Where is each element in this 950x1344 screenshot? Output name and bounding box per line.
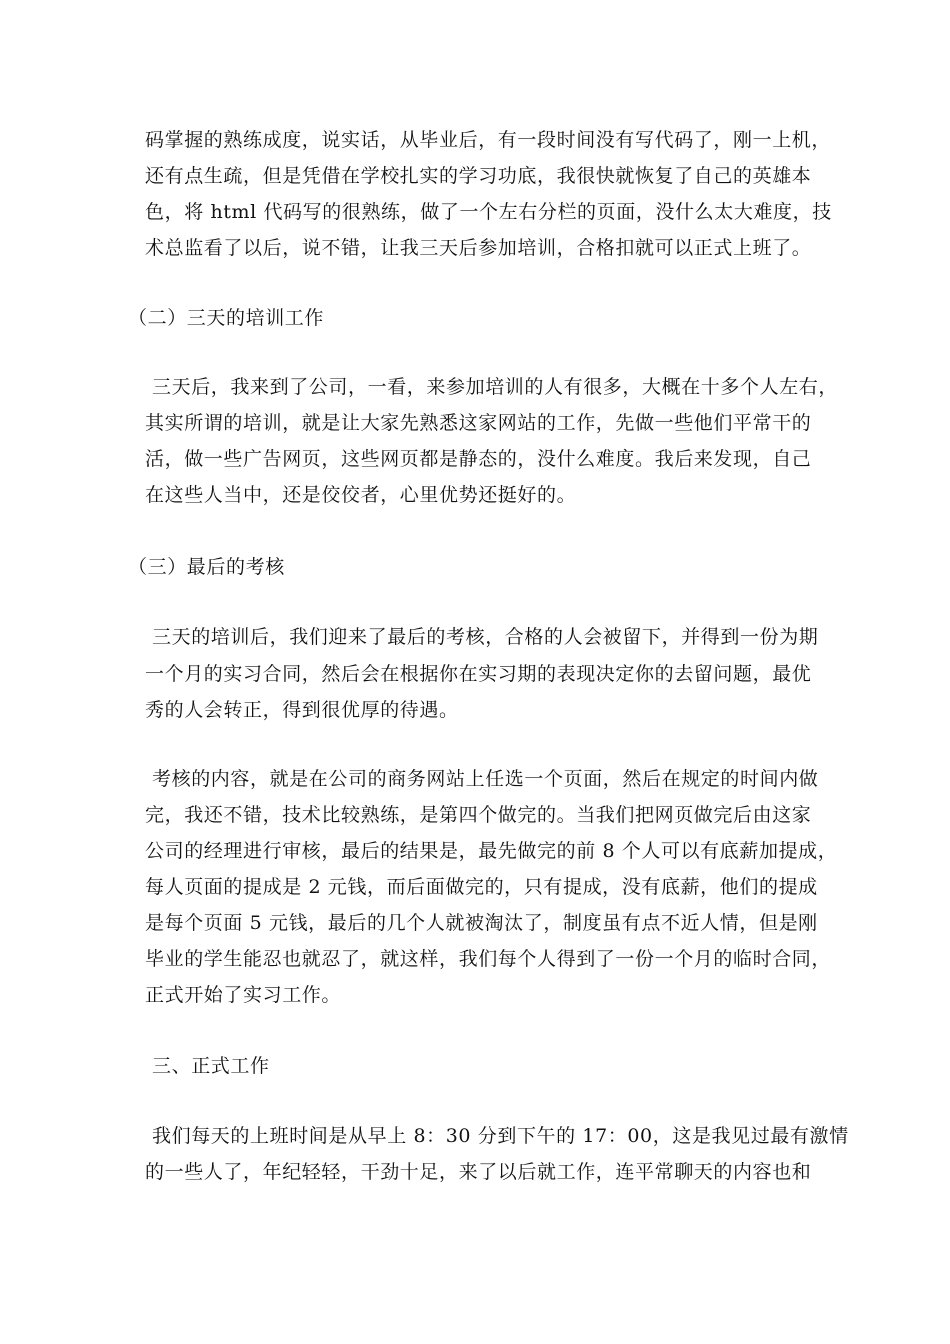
paragraph-line: 公司的经理进行审核，最后的结果是，最先做完的前 8 个人可以有底薪加提成， xyxy=(145,840,838,862)
section-heading: （三）最后的考核 xyxy=(128,556,285,578)
paragraph-line: 其实所谓的培训，就是让大家先熟悉这家网站的工作，先做一些他们平常干的 xyxy=(145,412,812,434)
paragraph-line: 秀的人会转正，得到很优厚的待遇。 xyxy=(145,699,459,721)
paragraph-line: 活，做一些广告网页，这些网页都是静态的，没什么难度。我后来发现，自己 xyxy=(145,448,812,470)
paragraph-line: 每人页面的提成是 2 元钱，而后面做完的，只有提成，没有底薪，他们的提成 xyxy=(145,876,818,898)
paragraph-line: 三天的培训后，我们迎来了最后的考核，合格的人会被留下，并得到一份为期 xyxy=(152,626,819,648)
section-heading: 三、正式工作 xyxy=(152,1055,270,1077)
paragraph-line: 在这些人当中，还是佼佼者，心里优势还挺好的。 xyxy=(145,484,577,506)
paragraph-line: 术总监看了以后，说不错，让我三天后参加培训，合格扣就可以正式上班了。 xyxy=(145,237,812,259)
paragraph-line: 的一些人了，年纪轻轻，干劲十足，来了以后就工作，连平常聊天的内容也和 xyxy=(145,1161,812,1183)
section-heading: （二）三天的培训工作 xyxy=(128,307,325,329)
paragraph-line: 完，我还不错，技术比较熟练，是第四个做完的。当我们把网页做完后由这家 xyxy=(145,804,812,826)
paragraph-line: 毕业的学生能忍也就忍了，就这样，我们每个人得到了一份一个月的临时合同， xyxy=(145,948,832,970)
paragraph-line: 正式开始了实习工作。 xyxy=(145,984,342,1006)
paragraph-line: 码掌握的熟练成度，说实话，从毕业后，有一段时间没有写代码了，刚一上机， xyxy=(145,129,832,151)
paragraph-line: 三天后，我来到了公司，一看，来参加培训的人有很多，大概在十多个人左右， xyxy=(152,376,839,398)
paragraph-line: 色，将 html 代码写的很熟练，做了一个左右分栏的页面，没什么太大难度，技 xyxy=(145,201,832,223)
paragraph-line: 我们每天的上班时间是从早上 8：30 分到下午的 17：00，这是我见过最有激情 xyxy=(152,1125,849,1147)
paragraph-line: 是每个页面 5 元钱，最后的几个人就被淘汰了，制度虽有点不近人情，但是刚 xyxy=(145,912,818,934)
paragraph-line: 一个月的实习合同，然后会在根据你在实习期的表现决定你的去留问题，最优 xyxy=(145,663,812,685)
paragraph-line: 还有点生疏，但是凭借在学校扎实的学习功底，我很快就恢复了自己的英雄本 xyxy=(145,165,812,187)
paragraph-line: 考核的内容，就是在公司的商务网站上任选一个页面，然后在规定的时间内做 xyxy=(152,768,819,790)
